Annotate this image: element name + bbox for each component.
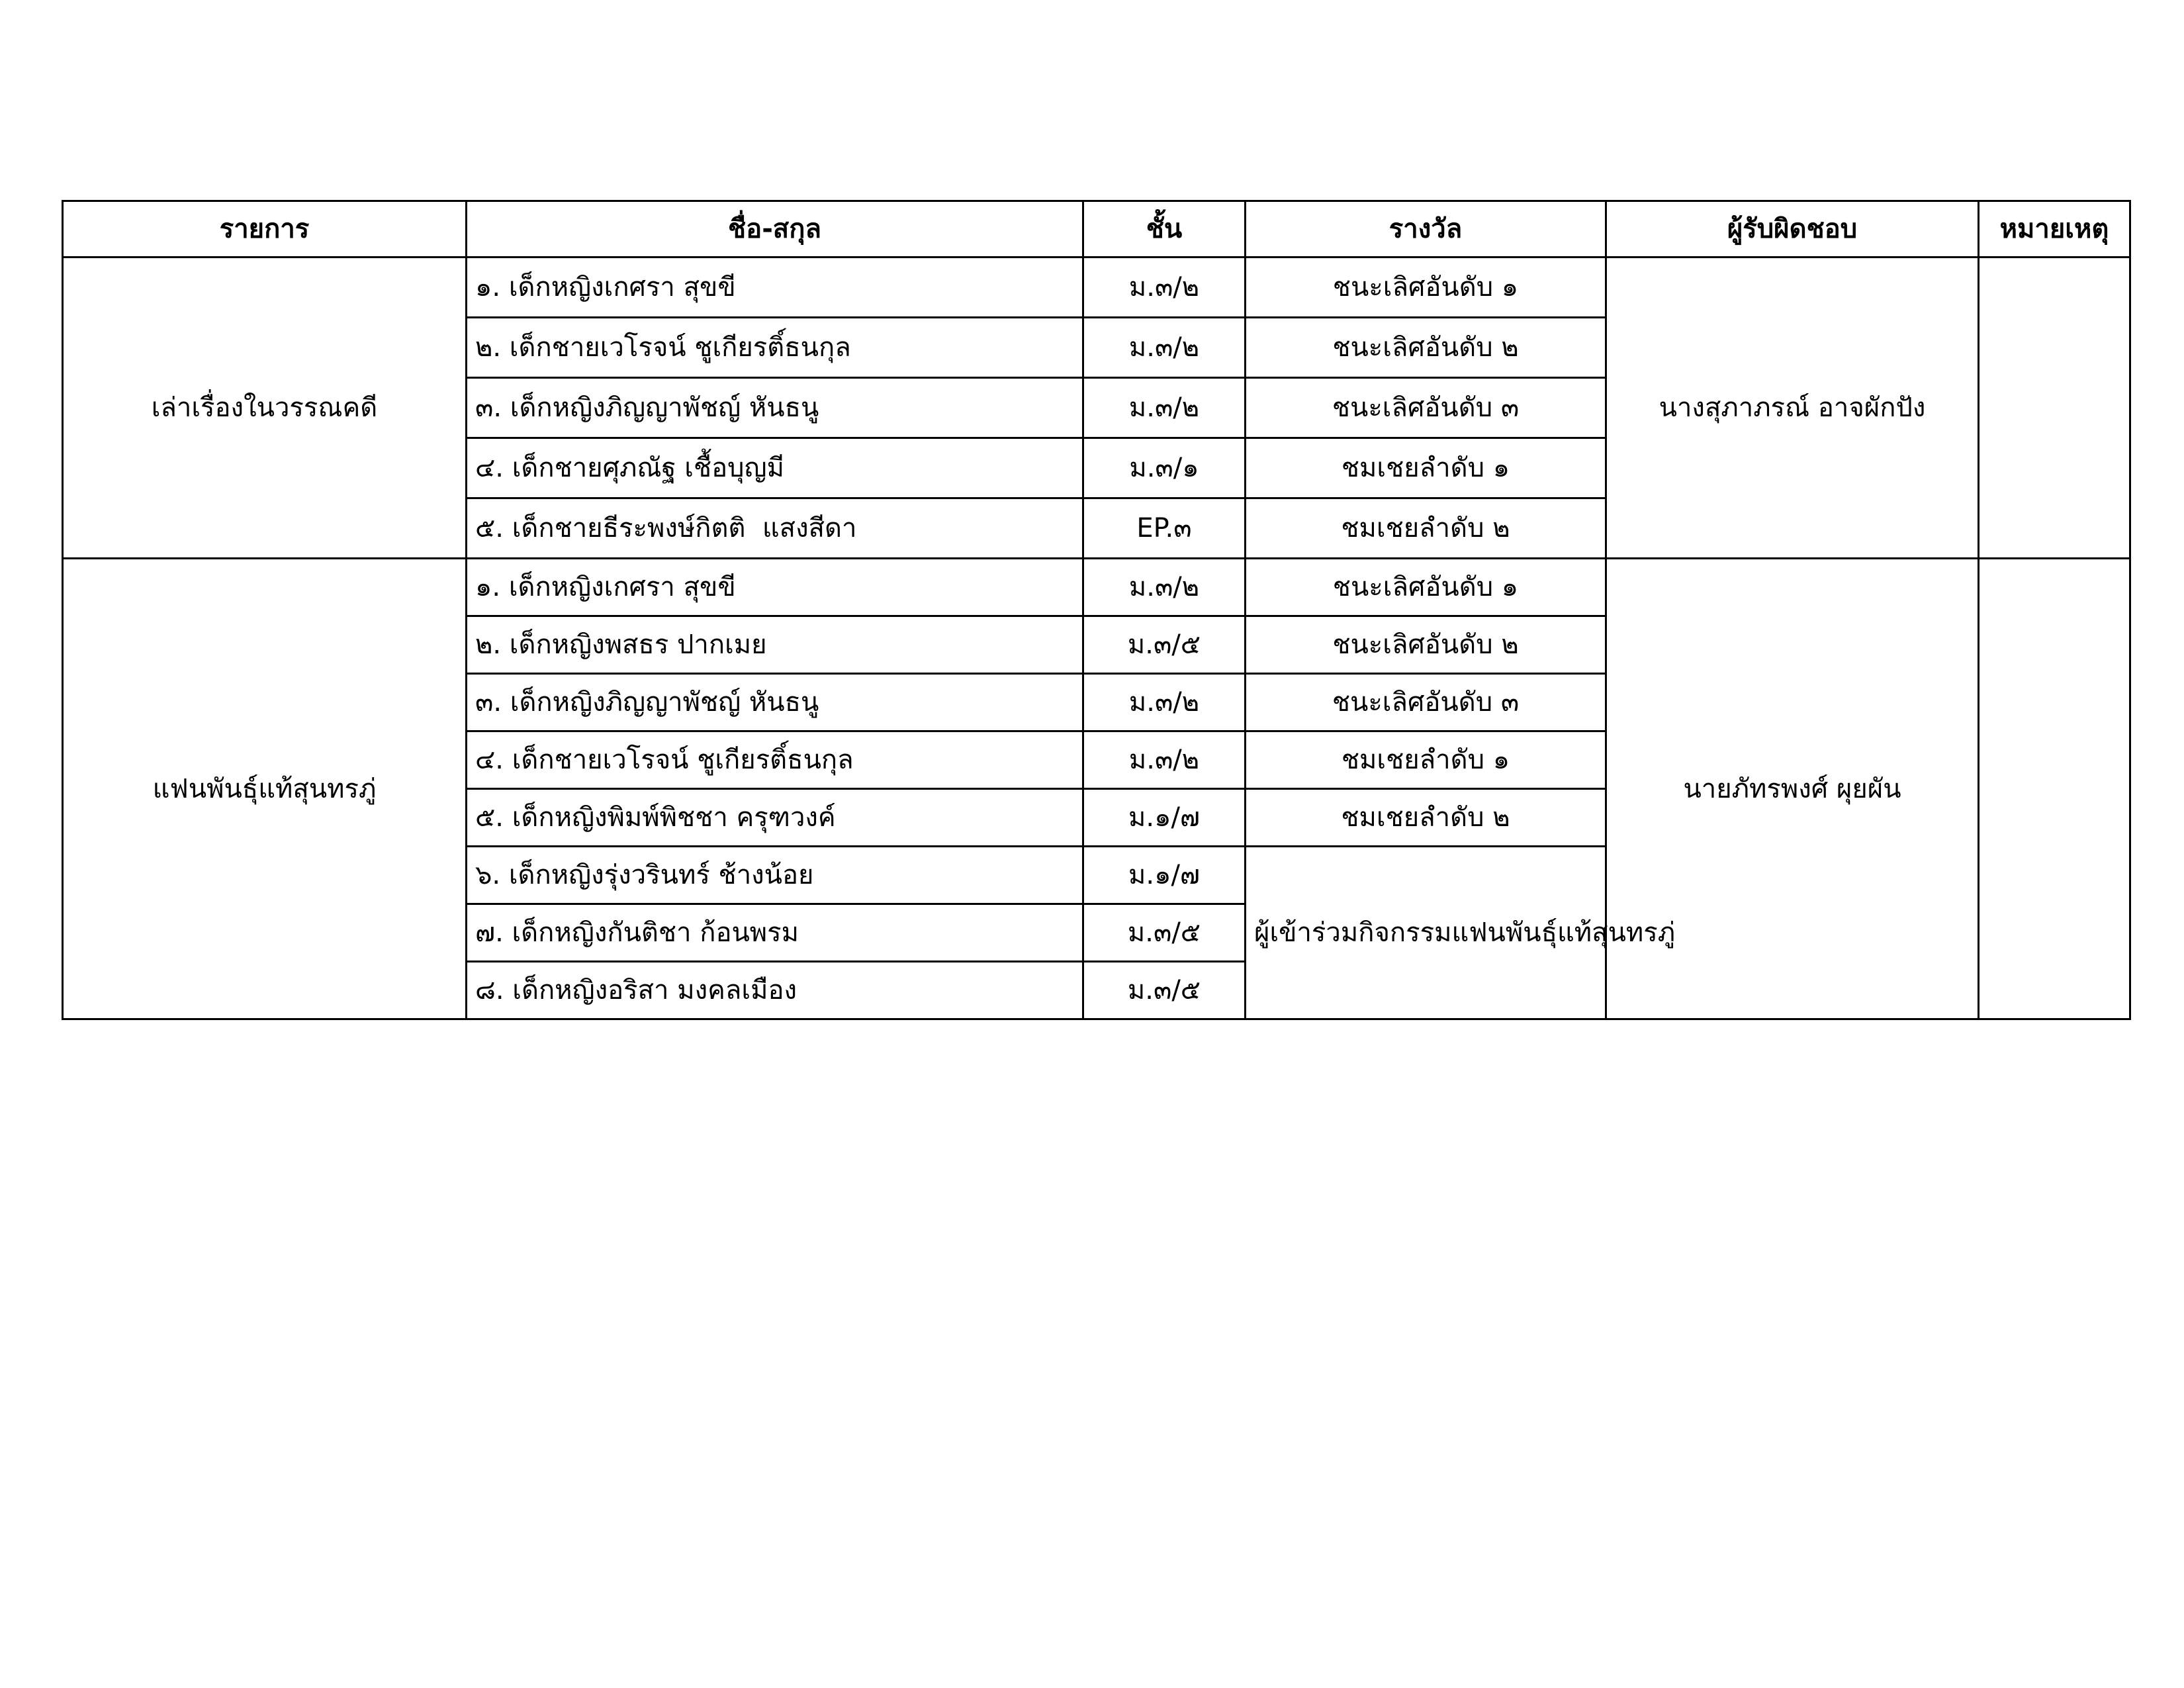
student-name: ๕. เด็กชายธีระพงษ์กิตติ แสงสีดา	[467, 498, 1083, 559]
class-cell: ม.๓/๒	[1083, 318, 1246, 378]
award-cell: ชมเชยลำดับ ๑	[1246, 731, 1606, 789]
class-cell: EP.๓	[1083, 498, 1246, 559]
header-class: ชั้น	[1083, 201, 1246, 258]
header-row	[63, 201, 2130, 258]
class-cell: ม.๓/๒	[1083, 559, 1246, 616]
award-cell: ชนะเลิศอันดับ ๑	[1246, 258, 1606, 318]
responsible-cell: นายภัทรพงศ์ ผุยผัน	[1606, 559, 1979, 1019]
event-cell: เล่าเรื่องในวรรณคดี	[63, 258, 467, 559]
class-cell: ม.๓/๕	[1083, 904, 1246, 962]
student-name: ๓. เด็กหญิงภิญญาพัชญ์ หันธนู	[467, 674, 1083, 731]
class-cell: ม.๓/๒	[1083, 674, 1246, 731]
class-cell: ม.๓/๒	[1083, 378, 1246, 438]
student-name: ๖. เด็กหญิงรุ่งวรินทร์ ช้างน้อย	[467, 847, 1083, 904]
student-name: ๒. เด็กชายเวโรจน์ ชูเกียรติ์ธนกุล	[467, 318, 1083, 378]
group-award-cell: ผู้เข้าร่วมกิจกรรมแฟนพันธุ์แท้สุนทรภู่	[1246, 847, 1606, 1019]
header-event: รายการ	[63, 201, 467, 258]
student-name: ๘. เด็กหญิงอริสา มงคลเมือง	[467, 962, 1083, 1019]
class-cell: ม.๓/๕	[1083, 962, 1246, 1019]
class-cell: ม.๓/๕	[1083, 616, 1246, 674]
responsible-cell: นางสุภาภรณ์ อาจผักปัง	[1606, 258, 1979, 559]
class-cell: ม.๓/๒	[1083, 731, 1246, 789]
student-name: ๒. เด็กหญิงพสธร ปากเมย	[467, 616, 1083, 674]
award-cell: ชนะเลิศอันดับ ๓	[1246, 674, 1606, 731]
student-name: ๗. เด็กหญิงกันติชา ก้อนพรม	[467, 904, 1083, 962]
section-sunthorn-phu-fan	[63, 559, 2130, 1019]
student-name: ๕. เด็กหญิงพิมพ์พิชชา ครุฑวงค์	[467, 789, 1083, 847]
table-row	[63, 258, 2130, 318]
header-note: หมายเหตุ	[1979, 201, 2130, 258]
class-cell: ม.๓/๒	[1083, 258, 1246, 318]
student-name: ๓. เด็กหญิงภิญญาพัชญ์ หันธนู	[467, 378, 1083, 438]
header-award: รางวัล	[1246, 201, 1606, 258]
class-cell: ม.๓/๑	[1083, 438, 1246, 498]
table-header	[63, 201, 2130, 258]
award-cell: ชนะเลิศอันดับ ๒	[1246, 616, 1606, 674]
table-row	[63, 559, 2130, 616]
award-cell: ชมเชยลำดับ ๑	[1246, 438, 1606, 498]
note-cell	[1979, 258, 2130, 559]
header-name: ชื่อ-สกุล	[467, 201, 1083, 258]
section-storytelling	[63, 258, 2130, 559]
student-name: ๑. เด็กหญิงเกศรา สุขขี	[467, 559, 1083, 616]
student-name: ๔. เด็กชายเวโรจน์ ชูเกียรติ์ธนกุล	[467, 731, 1083, 789]
student-name: ๑. เด็กหญิงเกศรา สุขขี	[467, 258, 1083, 318]
header-responsible: ผู้รับผิดชอบ	[1606, 201, 1979, 258]
class-cell: ม.๑/๗	[1083, 847, 1246, 904]
award-cell: ชมเชยลำดับ ๒	[1246, 498, 1606, 559]
event-cell: แฟนพันธุ์แท้สุนทรภู่	[63, 559, 467, 1019]
student-name: ๔. เด็กชายศุภณัฐ เชื้อบุญมี	[467, 438, 1083, 498]
award-cell: ชนะเลิศอันดับ ๓	[1246, 378, 1606, 438]
award-cell: ชมเชยลำดับ ๒	[1246, 789, 1606, 847]
award-cell: ชนะเลิศอันดับ ๒	[1246, 318, 1606, 378]
class-cell: ม.๑/๗	[1083, 789, 1246, 847]
awards-table	[62, 200, 2131, 1020]
award-cell: ชนะเลิศอันดับ ๑	[1246, 559, 1606, 616]
note-cell	[1979, 559, 2130, 1019]
